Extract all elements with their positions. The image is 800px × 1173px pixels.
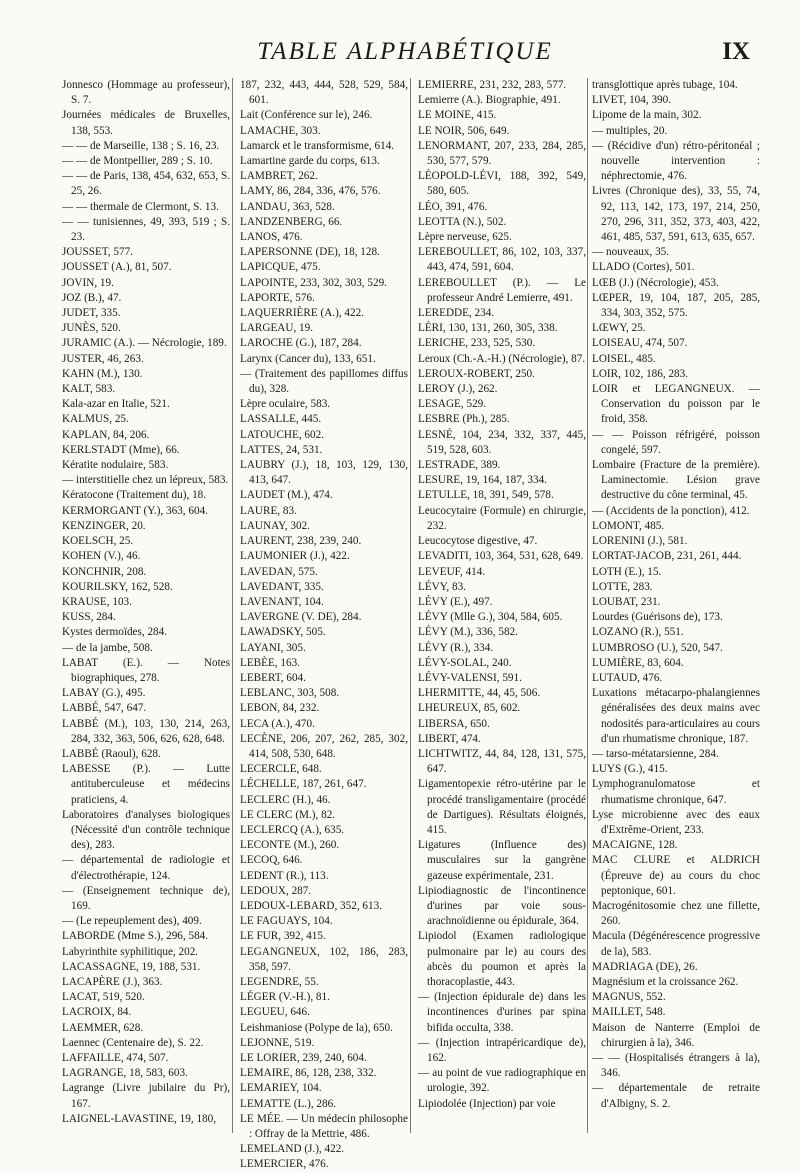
index-entry: Labyrinthite syphilitique, 202.: [62, 945, 199, 958]
index-entry: — — thermale de Clermont, S. 13.: [62, 200, 219, 213]
index-entry: LAFFAILLE, 474, 507.: [62, 1052, 169, 1064]
index-entry: LOISEL, 485.: [592, 352, 656, 365]
index-entry: KALMUS, 25.: [62, 413, 129, 426]
index-entry: LAVENANT, 104.: [240, 595, 324, 608]
index-entry: LAEMMER, 628.: [62, 1021, 144, 1034]
index-entry: LOIR et LEGANGNEUX. — Conservation du poisson par le froid, 358.: [592, 383, 760, 426]
index-entry: LANOS, 476.: [240, 231, 303, 244]
index-entry: KOELSCH, 25.: [62, 535, 134, 548]
index-entry: LAUBRY (J.), 18, 103, 129, 130, 413, 647.: [240, 459, 408, 487]
index-entry: LÉVY (M.), 336, 582.: [418, 626, 518, 639]
index-entry: Journées médicales de Bruxelles, 138, 553.: [62, 109, 230, 137]
index-entry: LE CLERC (M.), 82.: [240, 808, 336, 821]
index-entry: Lèpre nerveuse, 625.: [418, 231, 512, 244]
index-entry: Leroux (Ch.-A.-H.) (Nécrologie), 87.: [418, 352, 586, 365]
index-entry: JUSTER, 46, 263.: [62, 352, 144, 365]
index-entry: JOUSSET, 577.: [62, 246, 133, 259]
index-entry: LIBERT, 474.: [418, 732, 481, 745]
index-entry: LOMONT, 485.: [592, 519, 665, 532]
index-entry: LAVEDANT, 335.: [240, 580, 324, 593]
index-entry: LERICHE, 233, 525, 530.: [418, 337, 536, 350]
index-entry: LUTAUD, 476.: [592, 671, 663, 684]
index-entry: LAMBRET, 262.: [240, 170, 318, 183]
index-entry: LEREDDE, 234.: [418, 307, 495, 320]
index-entry: Ligamentopexie rétro-utérine par le procédé transligamentaire (procédé de Dartigues). Résultats éloignés, 415.: [418, 778, 586, 836]
index-entry: LECERCLE, 648.: [240, 763, 322, 776]
index-entry: LESTRADE, 389.: [418, 459, 501, 472]
index-entry: LECLERCQ (A.), 635.: [240, 823, 345, 836]
index-entry: KRAUSE, 103.: [62, 595, 132, 608]
index-entry: Lourdes (Guérisons de), 173.: [592, 611, 723, 624]
index-entry: Lèpre oculaire, 583.: [240, 398, 331, 411]
index-entry: LEJONNE, 519.: [240, 1036, 315, 1049]
index-entry: KUSS, 284.: [62, 611, 116, 624]
index-entry: LEBERT, 604.: [240, 671, 306, 684]
index-entry: LÉRI, 130, 131, 260, 305, 338.: [418, 322, 558, 335]
index-entry: LAMACHE, 303.: [240, 124, 321, 137]
index-entry: — multiples, 20.: [592, 124, 668, 137]
index-entry: LEBLANC, 303, 508.: [240, 687, 340, 700]
index-entry: LANDZENBERG, 66.: [240, 215, 343, 228]
index-entry: MAGNUS, 552.: [592, 991, 666, 1004]
index-entry: LAQUERRIÈRE (A.), 422.: [240, 307, 364, 320]
index-entry: — — de Montpellier, 289 ; S. 10.: [62, 155, 213, 168]
index-entry: Lait (Conférence sur le), 246.: [240, 109, 373, 122]
index-entry: JOVIN, 19.: [62, 276, 114, 289]
index-entry: Magnésium et la croissance 262.: [592, 975, 739, 988]
index-entry: LECÈNE, 206, 207, 262, 285, 302, 414, 508, 530, 648.: [240, 732, 408, 760]
index-entry: — de la jambe, 508.: [62, 641, 153, 654]
index-entry: LE FUR, 392, 415.: [240, 930, 326, 943]
index-entry: LAURENT, 238, 239, 240.: [240, 535, 362, 548]
index-entry: LOIR, 102, 186, 283.: [592, 367, 689, 380]
index-entry: — — de Paris, 138, 454, 632, 653, S. 25, 26.: [62, 170, 230, 198]
index-entry: LEGANGNEUX, 102, 186, 283, 358, 597.: [240, 945, 408, 973]
index-entry: LOTTE, 283.: [592, 580, 653, 593]
index-entry: — (Injection épidurale de) dans les incontinences d'urines par spina bifida occulta, 338.: [418, 991, 586, 1034]
index-entry: LABBÉ (M.), 103, 130, 214, 263, 284, 332, 363, 506, 626, 628, 648.: [62, 717, 230, 745]
index-entry: KERMORGANT (Y.), 363, 604.: [62, 504, 208, 517]
index-entry: LEMATTE (L.), 286.: [240, 1097, 337, 1110]
index-entry: LAPICQUE, 475.: [240, 261, 321, 274]
index-entry: LAROCHE (G.), 187, 284.: [240, 337, 362, 350]
index-entry: LEROUX-ROBERT, 250.: [418, 367, 535, 380]
index-entry: LACAPÈRE (J.), 363.: [62, 975, 163, 988]
index-entry: transglottique après tubage, 104.: [592, 79, 738, 91]
index-entry: LESNÉ, 104, 234, 332, 337, 445, 519, 528, 603.: [418, 428, 586, 456]
index-entry: Kératocone (Traitement du), 18.: [62, 489, 207, 502]
index-entry: LACAT, 519, 520.: [62, 991, 145, 1004]
index-entry: LEREBOULLET, 86, 102, 103, 337, 443, 474, 591, 604.: [418, 246, 586, 274]
index-entry: Lagrange (Livre jubilaire du Pr), 167.: [62, 1082, 230, 1110]
index-entry: Macrogénitosomie chez une fillette, 260.: [592, 899, 760, 928]
index-entry: — tarso-métatarsienne, 284.: [592, 747, 719, 760]
index-entry: Lemierre (A.). Biographie, 491.: [418, 94, 561, 107]
index-entry: LAYANI, 305.: [240, 641, 306, 654]
index-entry: LECLERC (H.), 46.: [240, 793, 331, 806]
index-entry: LAIGNEL-LAVASTINE, 19, 180,: [62, 1112, 217, 1125]
page-header: [60, 38, 750, 78]
index-column-2: [240, 78, 408, 1171]
index-entry: LECONTE (M.), 260.: [240, 839, 340, 852]
index-columns: [62, 78, 760, 1171]
index-entry: Leucocytaire (Formule) en chirurgie, 232.: [418, 504, 586, 532]
index-entry: LESBRE (Ph.), 285.: [418, 413, 510, 426]
index-entry: LEVEUF, 414.: [418, 565, 486, 578]
index-entry: Lymphogranulomatose et rhumatisme chronique, 647.: [592, 778, 760, 806]
index-entry: LEDOUX, 287.: [240, 884, 312, 897]
index-entry: LARGEAU, 19.: [240, 322, 314, 335]
index-entry: KALT, 583.: [62, 383, 116, 396]
index-entry: LEGUEU, 646.: [240, 1006, 310, 1019]
index-entry: KAHN (M.), 130.: [62, 367, 143, 380]
index-entry: JOZ (B.), 47.: [62, 291, 122, 304]
index-entry: LUYS (G.), 415.: [592, 763, 668, 776]
index-entry: Lamarck et le transformisme, 614.: [240, 139, 395, 152]
index-entry: — (Le repeuplement des), 409.: [62, 915, 202, 928]
index-entry: Kystes dermoïdes, 284.: [62, 626, 168, 639]
index-entry: LOUBAT, 231.: [592, 595, 661, 608]
index-entry: Lombaire (Fracture de la première). Laminectomie. Lésion grave destructive du cône terminal, 45.: [592, 459, 760, 502]
index-entry: — (Enseignement technique de), 169.: [62, 884, 230, 912]
page-number: IX: [722, 38, 750, 65]
index-entry: Lipiodolée (Injection) par voie: [418, 1097, 556, 1110]
index-entry: LUMIÈRE, 83, 604.: [592, 656, 684, 669]
column-rule: [587, 78, 588, 1133]
index-column-1: [62, 78, 230, 1138]
index-entry: LLADO (Cortes), 501.: [592, 261, 695, 274]
index-entry: — — de Marseille, 138 ; S. 16, 23.: [62, 139, 220, 152]
index-entry: LABESSE (P.). — Lutte antituberculeuse et médecins praticiens, 4.: [62, 763, 230, 806]
index-entry: LORENINI (J.), 581.: [592, 535, 688, 548]
index-entry: — départemental de radiologie et d'électrothérapie, 124.: [62, 854, 230, 882]
index-entry: LEDENT (R.), 113.: [240, 869, 329, 882]
index-entry: LOZANO (R.), 551.: [592, 626, 684, 639]
index-entry: Laennec (Centenaire de), S. 22.: [62, 1036, 204, 1049]
index-entry: Leishmaniose (Polype de la), 650.: [240, 1021, 393, 1034]
index-column-3: [418, 78, 586, 1138]
index-entry: Lyse microbienne avec des eaux d'Extrême-Orient, 233.: [592, 808, 760, 836]
index-entry: LÉVY (Mlle G.), 304, 584, 605.: [418, 611, 563, 624]
index-entry: LAVERGNE (V. DE), 284.: [240, 611, 362, 624]
index-entry: LAUDET (M.), 474.: [240, 489, 333, 502]
index-entry: Lipiodiagnostic de l'incontinence d'urines par voie sous-arachnoïdienne ou épidurale, 364.: [418, 884, 586, 928]
index-entry: LŒWY, 25.: [592, 322, 646, 335]
index-entry: LE FAGUAYS, 104.: [240, 915, 333, 928]
index-entry: LAMY, 86, 284, 336, 476, 576.: [240, 185, 381, 198]
index-entry: LEBÈE, 163.: [240, 656, 300, 669]
index-entry: JUNÈS, 520.: [62, 322, 121, 335]
index-entry: — départementale de retraite d'Albigny, S. 2.: [592, 1082, 760, 1110]
index-entry: KAPLAN, 84, 206.: [62, 428, 150, 441]
index-entry: — — Poisson réfrigéré, poisson congelé, 597.: [592, 428, 760, 456]
index-entry: LE NOIR, 506, 649.: [418, 124, 510, 137]
index-entry: Livres (Chronique des), 33, 55, 74, 92, 113, 142, 173, 197, 214, 250, 270, 296, 311, 352, 373, 403, 422, 461, 485, 537, 591, 613, 635, 657.: [592, 185, 760, 244]
column-rule: [232, 78, 233, 1133]
index-entry: LÉVY, 83.: [418, 580, 466, 593]
index-entry: LAUMONIER (J.), 422.: [240, 550, 350, 563]
index-entry: Maison de Nanterre (Emploi de chirurgien à la), 346.: [592, 1021, 760, 1049]
index-entry: Kala-azar en Italie, 521.: [62, 398, 170, 411]
index-entry: LUMBROSO (U.), 520, 547.: [592, 641, 723, 654]
index-entry: — (Traitement des papillomes diffus du), 328.: [240, 367, 408, 396]
index-entry: LAUNAY, 302.: [240, 519, 310, 532]
index-entry: — — tunisiennes, 49, 393, 519 ; S. 23.: [62, 215, 230, 244]
index-entry: LE LORIER, 239, 240, 604.: [240, 1052, 367, 1064]
index-entry: LEMERCIER, 476.: [240, 1158, 329, 1171]
index-entry: KOURILSKY, 162, 528.: [62, 580, 173, 593]
index-entry: LÉGER (V.-H.), 81.: [240, 991, 330, 1004]
index-entry: LÉVY (R.), 334.: [418, 641, 494, 654]
index-entry: LECA (A.), 470.: [240, 717, 315, 730]
index-entry: LASSALLE, 445.: [240, 413, 322, 426]
index-entry: Jonnesco (Hommage au professeur), S. 7.: [62, 79, 230, 107]
index-entry: LACASSAGNE, 19, 188, 531.: [62, 960, 201, 973]
index-entry: LAURE, 83.: [240, 504, 297, 517]
index-entry: LACROIX, 84.: [62, 1006, 132, 1019]
index-entry: LE MÉE. — Un médecin philosophe : Offray de la Mettrie, 486.: [240, 1112, 408, 1141]
index-entry: — (Injection intrapéricardique de), 162.: [418, 1036, 586, 1064]
index-entry: — interstitielle chez un lépreux, 583.: [62, 474, 229, 487]
index-entry: Macula (Dégénérescence progressive de la), 583.: [592, 930, 760, 958]
index-entry: LECOQ, 646.: [240, 854, 303, 867]
index-entry: LAVEDAN, 575.: [240, 565, 318, 578]
index-entry: LAGRANGE, 18, 583, 603.: [62, 1067, 188, 1080]
index-entry: LATTES, 24, 531.: [240, 443, 323, 456]
index-entry: MADRIAGA (DE), 26.: [592, 960, 698, 973]
index-entry: LORTAT-JACOB, 231, 261, 444.: [592, 550, 742, 563]
index-entry: LE MOINE, 415.: [418, 109, 497, 122]
index-entry: Laboratoires d'analyses biologiques (Nécessité d'un contrôle technique des), 283.: [62, 808, 230, 852]
index-entry: LÉVY-SOLAL, 240.: [418, 656, 512, 669]
index-entry: Larynx (Cancer du), 133, 651.: [240, 352, 376, 365]
index-entry: Ligatures (Influence des) musculaires sur la gangrène gazeuse expérimentale, 231.: [418, 839, 586, 882]
index-entry: LHERMITTE, 44, 45, 506.: [418, 687, 541, 700]
index-entry: Lipome de la main, 302.: [592, 109, 702, 122]
index-entry: LIBERSA, 650.: [418, 717, 490, 730]
index-entry: Luxations métacarpo-phalangiennes généralisées des deux mains avec nodosités para-articulaires au cours d'un rhumatisme chronique, 187.: [592, 687, 760, 745]
index-entry: LAWADSKY, 505.: [240, 626, 326, 639]
page-title: TABLE ALPHABÉTIQUE: [257, 38, 553, 65]
index-entry: LEREBOULLET (P.). — Le professeur André Lemierre, 491.: [418, 276, 586, 304]
index-entry: Kératite nodulaire, 583.: [62, 459, 169, 472]
index-entry: KONCHNIR, 208.: [62, 565, 147, 578]
index-entry: Leucocytose digestive, 47.: [418, 535, 538, 548]
index-entry: LENORMANT, 207, 233, 284, 285, 530, 577, 579.: [418, 139, 586, 168]
index-entry: LÉCHELLE, 187, 261, 647.: [240, 778, 367, 791]
index-entry: LEOTTA (N.), 502.: [418, 215, 507, 228]
index-entry: LEMARIEY, 104.: [240, 1082, 322, 1095]
index-entry: LABORDE (Mme S.), 296, 584.: [62, 930, 209, 943]
index-entry: LESAGE, 529.: [418, 398, 487, 411]
index-entry: MACAIGNE, 128.: [592, 839, 678, 852]
index-entry: KOHEN (V.), 46.: [62, 550, 141, 563]
index-entry: LABBÉ, 547, 647.: [62, 702, 147, 715]
index-entry: LEMIERRE, 231, 232, 283, 577.: [418, 79, 567, 91]
index-entry: LANDAU, 363, 528.: [240, 200, 335, 213]
index-entry: KERLSTADT (Mme), 66.: [62, 443, 180, 456]
index-entry: — — (Hospitalisés étrangers à la), 346.: [592, 1052, 760, 1080]
index-entry: LICHTWITZ, 44, 84, 128, 131, 575, 647.: [418, 747, 586, 776]
column-rule: [410, 78, 411, 1133]
index-entry: JURAMIC (A.). — Nécrologie, 189.: [62, 337, 227, 350]
index-entry: LHEUREUX, 85, 602.: [418, 702, 521, 715]
index-entry: — (Récidive d'un) rétro-péritonéal ; nouvelle intervention : néphrectomie, 476.: [592, 139, 760, 183]
index-entry: LÉVY-VALENSI, 591.: [418, 671, 522, 684]
index-entry: — nouveaux, 35.: [592, 246, 670, 259]
index-entry: LABBÉ (Raoul), 628.: [62, 747, 161, 760]
index-entry: — (Accidents de la ponction), 412.: [592, 504, 750, 517]
index-entry: LATOUCHE, 602.: [240, 428, 325, 441]
index-entry: Lipiodol (Examen radiologique pulmonaire par le) au cours des abcès du poumon et après la thoracoplastie, 443.: [418, 930, 586, 988]
index-entry: LABAT (E.). — Notes biographiques, 278.: [62, 656, 230, 684]
index-entry: LAPORTE, 576.: [240, 291, 315, 304]
index-entry: LŒB (J.) (Nécrologie), 453.: [592, 276, 719, 289]
index-entry: LÉVY (E.), 497.: [418, 595, 493, 608]
index-entry: LŒPER, 19, 104, 187, 205, 285, 334, 303, 352, 575.: [592, 291, 760, 320]
index-entry: — au point de vue radiographique en urologie, 392.: [418, 1067, 586, 1095]
index-entry: LAPERSONNE (DE), 18, 128.: [240, 246, 380, 259]
index-entry: LOISEAU, 474, 507.: [592, 337, 688, 350]
index-entry: LEMELAND (J.), 422.: [240, 1143, 345, 1156]
index-entry: LESURE, 19, 164, 187, 334.: [418, 474, 547, 487]
index-entry: LABAY (G.), 495.: [62, 687, 146, 700]
index-entry: LEVADITI, 103, 364, 531, 628, 649.: [418, 550, 584, 563]
index-entry: 187, 232, 443, 444, 528, 529, 584, 601.: [240, 79, 408, 107]
index-entry: LEDOUX-LEBARD, 352, 613.: [240, 899, 383, 912]
index-entry: LETULLE, 18, 391, 549, 578.: [418, 489, 554, 502]
index-entry: LÉO, 391, 476.: [418, 200, 488, 213]
index-entry: MAC CLURE et ALDRICH (Épreuve de) au cours du choc peptonique, 601.: [592, 854, 760, 897]
index-entry: JUDET, 335.: [62, 307, 121, 320]
index-entry: LAPOINTE, 233, 302, 303, 529.: [240, 276, 387, 289]
index-entry: KENZINGER, 20.: [62, 519, 146, 532]
index-entry: LIVET, 104, 390.: [592, 94, 672, 107]
index-entry: Lamartine garde du corps, 613.: [240, 155, 380, 168]
index-entry: LEGENDRE, 55.: [240, 975, 319, 988]
index-entry: LEROY (J.), 262.: [418, 383, 498, 396]
index-entry: MAILLET, 548.: [592, 1006, 666, 1019]
index-entry: LEBON, 84, 232.: [240, 702, 320, 715]
index-column-4: [592, 78, 760, 1138]
index-entry: JOUSSET (A.), 81, 507.: [62, 261, 172, 274]
index-entry: LEMAIRE, 86, 128, 238, 332.: [240, 1067, 377, 1080]
index-entry: LOTH (E.), 15.: [592, 565, 662, 578]
index-entry: LÉOPOLD-LÉVI, 188, 392, 549, 580, 605.: [418, 170, 586, 198]
